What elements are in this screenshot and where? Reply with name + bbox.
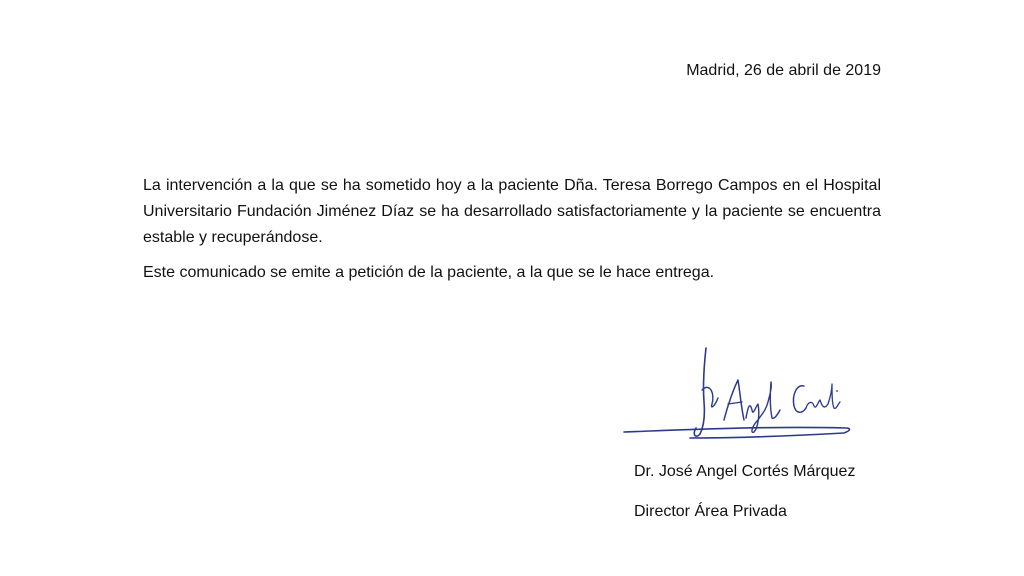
letter-body <box>143 173 881 286</box>
handwritten-signature <box>620 344 856 446</box>
body-paragraph-2: Este comunicado se emite a petición de la paciente, a la que se le hace entrega. <box>143 264 715 281</box>
signer-name: Dr. José Angel Cortés Márquez <box>634 463 856 480</box>
body-paragraph-1: La intervención a la que se ha sometido hoy a la paciente Dña. Teresa Borrego Campos en el Hospital Universitario Fundación Jiménez Díaz se ha desarrollado satisfactoriamente y la paciente se encuentra estable y recuperándose. <box>143 177 881 246</box>
date-line: Madrid, 26 de abril de 2019 <box>686 62 881 79</box>
signer-title: Director Área Privada <box>634 503 787 520</box>
